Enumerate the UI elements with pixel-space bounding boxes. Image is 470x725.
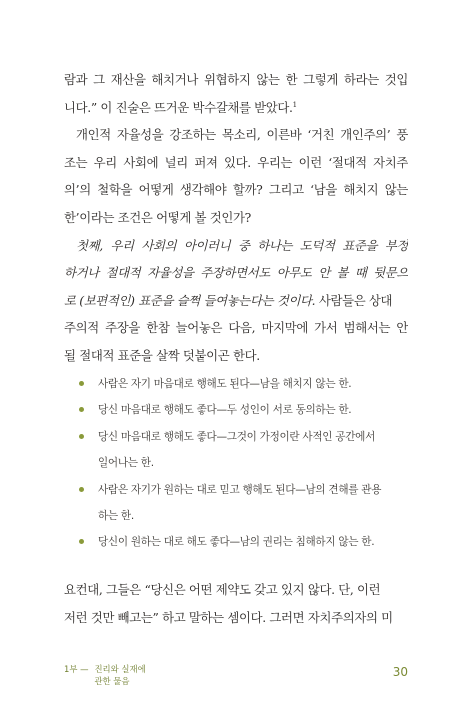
footnote-marker: 1 bbox=[292, 100, 297, 109]
list-item: 사람은 자기가 원하는 대로 믿고 행해도 된다—남의 견해를 관용 하는 한. bbox=[78, 477, 398, 530]
footer-title: 진리와 실재에 관한 물음 bbox=[94, 664, 146, 686]
text-line: 될 절대적 표준을 살짝 덧붙이곤 한다. bbox=[64, 347, 260, 363]
text-line: 조는 우리 사회에 널리 퍼져 있다. 우리는 이런 ‘절대적 자치주 bbox=[64, 154, 408, 170]
closing-paragraph bbox=[64, 576, 408, 631]
list-item: 당신 마음대로 행해도 좋다—그것이 가정이란 사적인 공간에서 일어나는 한. bbox=[78, 424, 398, 477]
bullet-dot-icon bbox=[79, 487, 84, 492]
text-line: 니다.” 이 진술은 뜨거운 박수갈채를 받았다.$^1$ bbox=[64, 99, 297, 115]
text-line: 요컨대, 그들은 “당신은 어떤 제약도 갖고 있지 않다. 단, 이런 bbox=[64, 582, 381, 597]
bullet-dot-icon bbox=[79, 407, 84, 412]
text-line: 저런 것만 빼고는” 하고 말하는 셈이다. 그러면 자치주의자의 미 bbox=[64, 609, 393, 625]
page-number: 30 bbox=[392, 665, 408, 679]
text-line: 람과 그 재산을 해치거나 위협하지 않는 한 그렇게 하라는 것입 bbox=[64, 72, 408, 87]
paragraph-2 bbox=[64, 121, 408, 231]
bullet-dot-icon bbox=[79, 381, 84, 386]
text-line: 개인적 자율성을 강조하는 목소리, 이른바 ‘거친 개인주의’ 풍 bbox=[76, 127, 408, 143]
text-line: 의’의 철학을 어떻게 생각해야 할까? 그리고 ‘남을 해치지 않는 bbox=[64, 182, 408, 198]
text-line: 주의적 주장을 한참 늘어놓은 다음, 마지막에 가서 범해서는 안 bbox=[64, 320, 408, 336]
list-item: 당신 마음대로 행해도 좋다—두 성인이 서로 동의하는 한. bbox=[78, 397, 398, 423]
text-line: 로 (보편적인) 표준을 슬쩍 들여놓는다는 것이다. 사람들은 상대 bbox=[64, 292, 393, 308]
list-item: 사람은 자기 마음대로 행해도 된다—남을 해치지 않는 한. bbox=[78, 371, 398, 397]
paragraph-1 bbox=[64, 66, 408, 121]
running-footer bbox=[64, 663, 154, 687]
body-text bbox=[64, 66, 408, 370]
text-line: 한’이라는 조건은 어떻게 볼 것인가? bbox=[64, 209, 251, 225]
footer-section: 1부 — bbox=[64, 664, 89, 674]
text-line: 하거나 절대적 자율성을 주장하면서도 아무도 안 볼 때 뒷문으 bbox=[64, 265, 408, 281]
paragraph-3 bbox=[64, 232, 408, 370]
bullet-dot-icon bbox=[79, 434, 84, 439]
list-item: 당신이 원하는 대로 해도 좋다—남의 권리는 침해하지 않는 한. bbox=[78, 529, 398, 555]
text-line: 첫째, 우리 사회의 아이러니 중 하나는 도덕적 표준을 부정 bbox=[76, 237, 408, 253]
bullet-list bbox=[78, 371, 398, 556]
bullet-dot-icon bbox=[79, 539, 84, 544]
